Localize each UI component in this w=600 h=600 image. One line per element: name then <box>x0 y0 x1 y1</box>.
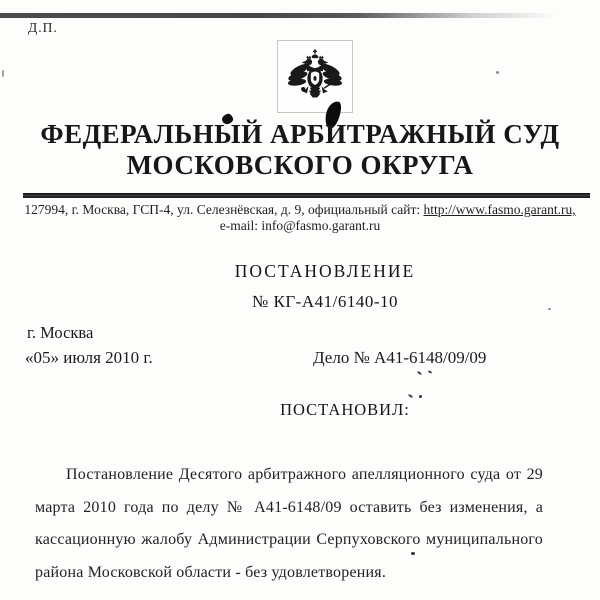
document-type-title: ПОСТАНОВЛЕНИЕ <box>234 261 416 281</box>
ink-speck <box>428 370 432 374</box>
resolution-heading: ПОСТАНОВИЛ: <box>280 400 410 419</box>
address-text: 127994, г. Москва, ГСП-4, ул. Селезнёвская, д. 9, официальный сайт: <box>24 202 424 217</box>
document-number: № КГ-А41/6140-10 <box>252 292 398 311</box>
coat-of-arms-icon <box>286 45 344 108</box>
body-line: марта 2010 года по делу № А41-6148/09 оставить без изменения, а <box>35 498 543 516</box>
initials-mark: Д.П. <box>28 20 58 35</box>
email-line: e-mail: info@fasmo.garant.ru <box>219 218 381 233</box>
ink-speck <box>408 394 413 398</box>
resolution-paragraph <box>35 459 543 589</box>
address-line <box>0 202 600 218</box>
body-line: кассационную жалобу Администрации Серпуховского муниципального <box>35 531 543 549</box>
body-line: Постановление Десятого арбитражного апелляционного суда от 29 <box>66 466 543 483</box>
court-name-line1: ФЕДЕРАЛЬНЫЙ АРБИТРАЖНЫЙ СУД <box>40 119 560 149</box>
emblem-box <box>277 40 353 113</box>
body-line: района Московской области - без удовлетворения. <box>35 563 387 581</box>
scan-artifact-bar <box>0 13 575 18</box>
ink-speck <box>2 70 4 77</box>
website-link: http://www.fasmo.garant.ru, <box>423 202 576 217</box>
case-number: Дело № А41-6148/09/09 <box>313 348 487 367</box>
ink-speck <box>419 395 422 398</box>
court-name-line2: МОСКОВСКОГО ОКРУГА <box>126 150 474 180</box>
ink-speck <box>496 71 499 74</box>
court-name <box>0 119 600 181</box>
date-label: «05» июля 2010 г. <box>25 348 153 367</box>
city-label: г. Москва <box>27 323 94 342</box>
header-rule <box>23 193 590 198</box>
ink-speck <box>417 371 422 376</box>
